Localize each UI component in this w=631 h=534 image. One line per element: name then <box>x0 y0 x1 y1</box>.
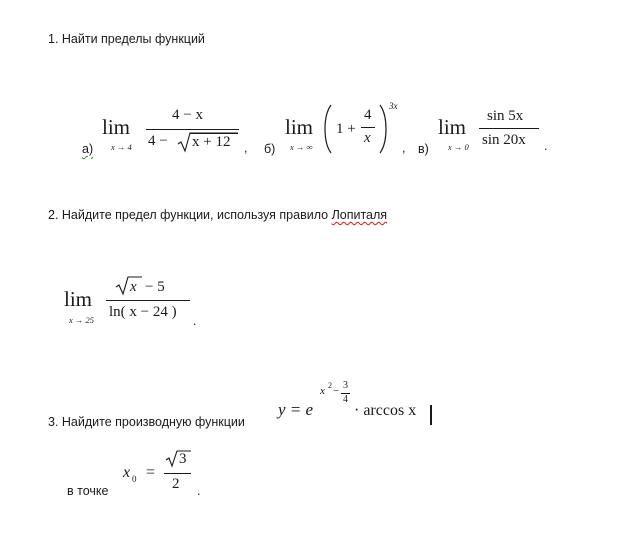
task3-exp-num: 3 <box>343 380 348 391</box>
limit-b-lim: lim <box>285 115 314 139</box>
task3-x0-sub: 0 <box>132 474 137 484</box>
limit-a-fraction-bar <box>146 129 239 130</box>
limit-a-numerator: 4 − x <box>172 107 203 123</box>
limit-a-separator: , <box>244 141 248 155</box>
limit-b-frac-num: 4 <box>364 107 372 123</box>
task3-x0-fraction-bar <box>164 473 191 474</box>
limit-b-one-plus: 1 + <box>336 121 356 137</box>
task3-x0-den: 2 <box>172 476 180 492</box>
task3-exp-x: x <box>320 385 325 397</box>
limit-2-numerator-rest: − 5 <box>145 279 165 295</box>
limit-b-separator: , <box>402 141 406 155</box>
task3-func-rest: · arccos x <box>354 402 417 419</box>
limit-b-frac-den: x <box>364 130 371 146</box>
task3-exp-minus: − <box>333 385 340 397</box>
task3-end: . <box>197 484 201 498</box>
task3-point-label: в точке <box>67 484 109 498</box>
task3-exp-den: 4 <box>343 394 348 405</box>
task3-title: 3. Найдите производную функции <box>48 415 245 429</box>
limit-2-denominator: ln( x − 24 ) <box>109 304 177 320</box>
task2-title-word: Лопиталя <box>331 208 388 222</box>
limit-a-sub: x → 4 <box>111 142 132 152</box>
limit-c-lim: lim <box>438 115 467 139</box>
limit-a-label: а) <box>82 142 94 156</box>
limit-b-right-paren-icon <box>378 104 388 154</box>
task3-x0-x: x <box>123 464 131 481</box>
limit-b-left-paren-icon <box>323 104 333 154</box>
task2-title: 2. Найдите предел функции, используя правило Лопиталя <box>48 208 388 222</box>
limit-a-sqrt-icon <box>178 132 192 152</box>
limit-b-sub: x → ∞ <box>290 142 313 152</box>
task3-func-y: y = e <box>278 400 314 419</box>
limit-a-denominator-left: 4 − <box>148 133 168 149</box>
task3-x0-eq: = <box>146 464 156 481</box>
limit-c-denominator: sin 20x <box>482 132 526 148</box>
limit-b-label: б) <box>264 142 276 156</box>
limit-2-sub: x → 25 <box>69 315 95 325</box>
limit-c-fraction-bar <box>479 128 539 129</box>
limit-2-end: . <box>193 314 197 328</box>
limit-a-lim: lim <box>102 115 131 139</box>
limit-c-label: в) <box>418 142 429 156</box>
limit-b-fraction-bar <box>361 127 375 128</box>
limit-c-numerator: sin 5x <box>487 108 524 124</box>
task3-exp-square: 2 <box>328 381 332 390</box>
limit-c-end: . <box>544 139 548 153</box>
limit-2-fraction-bar <box>106 300 190 301</box>
text-cursor <box>430 405 432 425</box>
limit-2-radicand: x <box>130 279 137 295</box>
limit-2-lim: lim <box>64 287 93 311</box>
limit-c-sub: x → 0 <box>448 142 469 152</box>
task3-x0-num: 3 <box>179 451 187 467</box>
task1-title: 1. Найти пределы функций <box>48 32 205 46</box>
limit-2-sqrt-icon <box>116 276 130 296</box>
task3-sqrt-icon <box>166 450 180 468</box>
limit-a-radicand: x + 12 <box>192 134 231 150</box>
limit-b-power: 3x <box>389 101 398 111</box>
